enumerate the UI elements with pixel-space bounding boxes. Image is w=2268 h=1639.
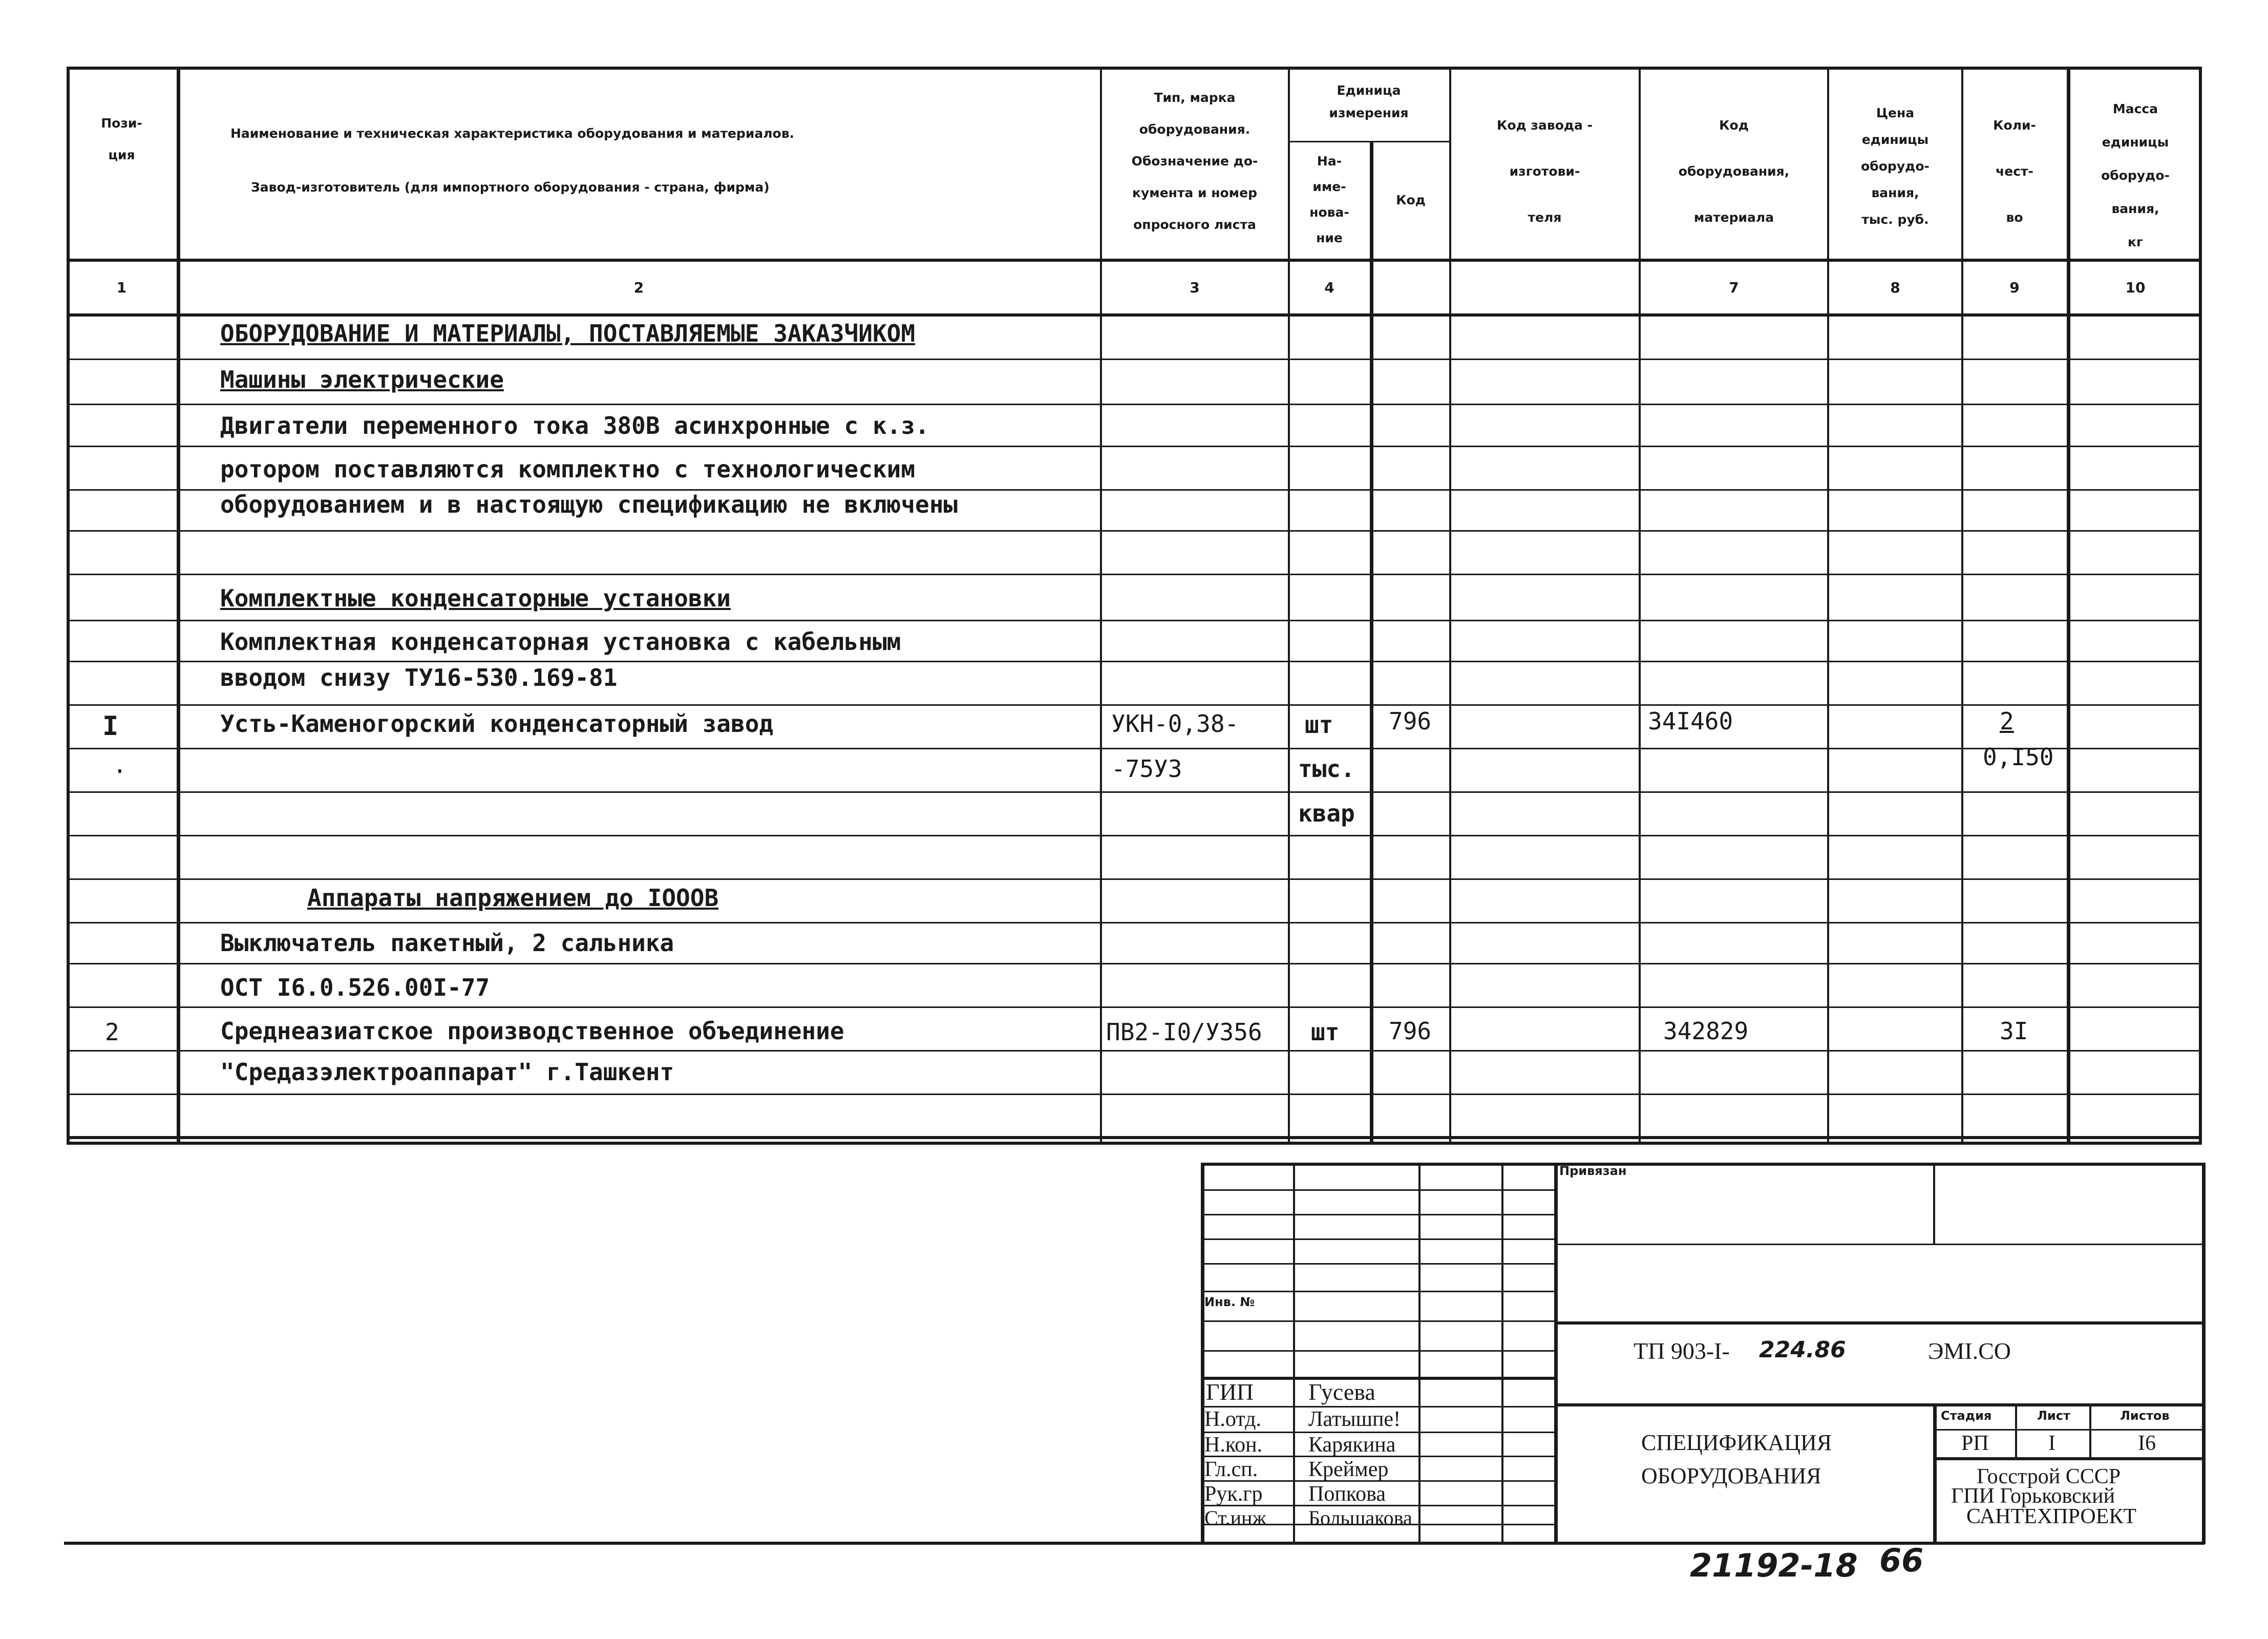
tb-rule bbox=[1501, 1163, 1503, 1542]
role-name: Карякина bbox=[1308, 1433, 1396, 1457]
subsection-heading: Комплектные конденсаторные установки bbox=[220, 584, 731, 612]
tb-rule bbox=[1554, 1163, 1558, 1542]
type-cell: УКН-0,38- bbox=[1111, 710, 1239, 738]
colnum-10: 10 bbox=[2125, 279, 2146, 296]
header-type: Тип, марка оборудования. Обозначение до- кумента и номер опросного листа bbox=[1131, 90, 1258, 232]
org-line3: САНТЕХПРОЕКТ bbox=[1966, 1505, 2137, 1528]
page-number: 66 bbox=[1879, 1542, 1924, 1579]
tb-rule bbox=[1201, 1320, 1554, 1322]
list-item: оборудованием и в настоящую спецификацию не включены bbox=[220, 491, 958, 518]
header-name-line1: Наименование и техническая характеристика оборудования и материалов. bbox=[230, 126, 795, 141]
row-rule bbox=[67, 530, 2202, 532]
col-rule-4 bbox=[1370, 141, 1373, 1145]
colnum-4: 4 bbox=[1324, 279, 1334, 296]
header-price: Цена единицы оборудо- вания, тыс. руб. bbox=[1861, 106, 1930, 227]
list-item: ОСТ I6.0.526.00I-77 bbox=[220, 974, 490, 1001]
role-label: Рук.гр bbox=[1204, 1482, 1263, 1506]
role-name: Латышпе! bbox=[1308, 1407, 1401, 1431]
position-cell: . bbox=[113, 751, 127, 779]
equip-code-cell: 34I460 bbox=[1648, 707, 1733, 735]
colnum-7: 7 bbox=[1729, 279, 1739, 296]
row-rule bbox=[67, 574, 2202, 575]
tb-rule bbox=[1554, 1403, 2205, 1406]
header-factory-code: Код завода - изготови- теля bbox=[1496, 118, 1593, 225]
position-cell: 2 bbox=[105, 1018, 119, 1046]
list-item: Выключатель пакетный, 2 сальника bbox=[220, 929, 674, 957]
doc-suffix: ЭМI.CO bbox=[1928, 1338, 2011, 1364]
tb-rule bbox=[1201, 1377, 1554, 1380]
row-rule bbox=[67, 404, 2202, 405]
header-unit-group: Единица измерения bbox=[1329, 83, 1409, 120]
row-rule bbox=[67, 791, 2202, 793]
doc-title-line1: СПЕЦИФИКАЦИЯ bbox=[1641, 1430, 1832, 1455]
role-label: Ст.инж bbox=[1204, 1506, 1267, 1529]
tb-rule bbox=[1418, 1163, 1421, 1542]
row-rule bbox=[67, 878, 2202, 880]
inv-no-label: Инв. № bbox=[1204, 1295, 1255, 1309]
unit-group-rule bbox=[1288, 141, 1449, 142]
tb-rule bbox=[2015, 1403, 2017, 1457]
header-bottom-rule bbox=[67, 259, 2202, 262]
tb-rule bbox=[1554, 1321, 2205, 1325]
title-block-top-rule bbox=[1201, 1163, 2205, 1166]
row-rule bbox=[67, 963, 2202, 964]
title-block-left-rule bbox=[1201, 1163, 1204, 1542]
header-quantity: Коли- чест- во bbox=[1993, 118, 2036, 225]
equip-code-cell: 342829 bbox=[1663, 1017, 1749, 1045]
col-rule-1 bbox=[177, 67, 180, 1145]
list-item: ротором поставляются комплектно с технологическим bbox=[220, 455, 916, 483]
type-cell: -75УЗ bbox=[1111, 755, 1182, 783]
unit-code-cell: 796 bbox=[1389, 1017, 1432, 1045]
tb-rule bbox=[1201, 1214, 1554, 1215]
table-end-rule bbox=[67, 1136, 2202, 1139]
sheet-value: I bbox=[2048, 1432, 2055, 1455]
unit-name-cell: тыс. bbox=[1298, 755, 1355, 783]
org-line1: Госстрой СССР bbox=[1977, 1465, 2121, 1488]
colnum-9: 9 bbox=[2009, 279, 2020, 296]
tb-rule bbox=[1201, 1291, 1554, 1292]
tb-rule bbox=[1201, 1189, 1554, 1191]
sheets-value: I6 bbox=[2138, 1432, 2156, 1455]
tb-rule bbox=[1554, 1244, 2205, 1245]
subsection-heading: Аппараты напряжением до IOOOB bbox=[307, 884, 719, 912]
list-item: Комплектная конденсаторная установка с кабельным bbox=[220, 628, 901, 656]
doc-title-line2: ОБОРУДОВАНИЯ bbox=[1641, 1463, 1821, 1488]
tb-rule bbox=[1933, 1429, 2205, 1431]
row-rule bbox=[67, 1006, 2202, 1008]
unit-code-cell: 796 bbox=[1389, 707, 1432, 735]
row-rule bbox=[67, 704, 2202, 706]
header-equip-code: Код оборудования, материала bbox=[1678, 118, 1790, 225]
header-position: Пози- ция bbox=[101, 116, 142, 162]
archive-number: 21192-18 bbox=[1690, 1547, 1858, 1584]
colnum-3: 3 bbox=[1190, 279, 1200, 296]
header-mass: Масса единицы оборудо- вания, кг bbox=[2101, 101, 2170, 249]
unit-name-cell: шт bbox=[1305, 711, 1333, 739]
doc-code-handwritten: 224.86 bbox=[1759, 1337, 1846, 1363]
role-name: Большакова bbox=[1308, 1506, 1412, 1529]
list-item: "Средазэлектроаппарат" г.Ташкент bbox=[220, 1058, 674, 1086]
role-label: Н.кон. bbox=[1204, 1433, 1263, 1457]
subsection-heading: Машины электрические bbox=[220, 366, 504, 393]
role-label: Гл.сп. bbox=[1204, 1458, 1258, 1481]
tb-rule bbox=[1201, 1350, 1554, 1352]
header-unit-code: Код bbox=[1396, 193, 1426, 207]
role-label: ГИП bbox=[1206, 1379, 1254, 1405]
list-item: Среднеазиатское производственное объединение bbox=[220, 1017, 844, 1045]
colnum-8: 8 bbox=[1890, 279, 1900, 296]
doc-code: ТП 903-I- bbox=[1634, 1338, 1730, 1364]
position-cell: I bbox=[102, 711, 119, 742]
colnum-1: 1 bbox=[116, 279, 127, 296]
org-line2: ГПИ Горьковский bbox=[1951, 1484, 2115, 1508]
tb-rule bbox=[1933, 1457, 2205, 1460]
row-rule bbox=[67, 620, 2202, 621]
tb-rule bbox=[1933, 1403, 1937, 1542]
role-name: Попкова bbox=[1308, 1482, 1386, 1506]
list-item: Двигатели переменного тока 380В асинхронные с к.з. bbox=[220, 412, 929, 439]
tb-rule bbox=[1933, 1163, 1935, 1244]
row-rule bbox=[67, 1050, 2202, 1052]
sheet-label: Лист bbox=[2037, 1409, 2070, 1423]
role-label: Н.отд. bbox=[1204, 1407, 1261, 1431]
tb-rule bbox=[1201, 1263, 1554, 1265]
sheet-right-rule bbox=[2202, 1163, 2206, 1544]
list-item: Усть-Каменогорский конденсаторный завод bbox=[220, 710, 774, 738]
header-name-line2: Завод-изготовитель (для импортного оборудования - страна, фирма) bbox=[251, 180, 770, 195]
row-rule bbox=[67, 359, 2202, 360]
list-item: вводом снизу ТУ16-530.169-81 bbox=[220, 664, 618, 691]
role-name: Креймер bbox=[1308, 1458, 1389, 1481]
role-name: Гусева bbox=[1308, 1379, 1375, 1405]
tb-rule bbox=[2089, 1403, 2091, 1457]
type-cell: ПВ2-I0/У356 bbox=[1106, 1018, 1262, 1046]
section-heading: ОБОРУДОВАНИЕ И МАТЕРИАЛЫ, ПОСТАВЛЯЕМЫЕ ЗАКАЗЧИКОМ bbox=[220, 320, 916, 347]
colnum-bottom-rule bbox=[67, 313, 2202, 317]
row-rule bbox=[67, 922, 2202, 923]
quantity-cell: 3I bbox=[2000, 1017, 2028, 1045]
sheets-label: Листов bbox=[2120, 1409, 2170, 1423]
quantity-cell: 2 bbox=[2000, 707, 2014, 735]
row-rule bbox=[67, 661, 2202, 662]
colnum-2: 2 bbox=[633, 279, 644, 296]
stage-label: Стадия bbox=[1941, 1409, 1992, 1423]
row-rule bbox=[67, 446, 2202, 447]
unit-name-cell: квар bbox=[1298, 800, 1355, 827]
tb-rule bbox=[1201, 1238, 1554, 1240]
unit-name-cell: шт bbox=[1311, 1018, 1340, 1046]
tb-rule bbox=[1293, 1163, 1295, 1542]
privyazan-label: Привязан bbox=[1559, 1164, 1627, 1178]
row-rule bbox=[67, 835, 2202, 836]
stage-value: РП bbox=[1961, 1432, 1989, 1455]
header-unit-name: На- име- нова- ние bbox=[1309, 154, 1349, 245]
row-rule bbox=[67, 748, 2202, 749]
quantity-cell: 0,I50 bbox=[1983, 743, 2054, 771]
row-rule bbox=[67, 1094, 2202, 1095]
